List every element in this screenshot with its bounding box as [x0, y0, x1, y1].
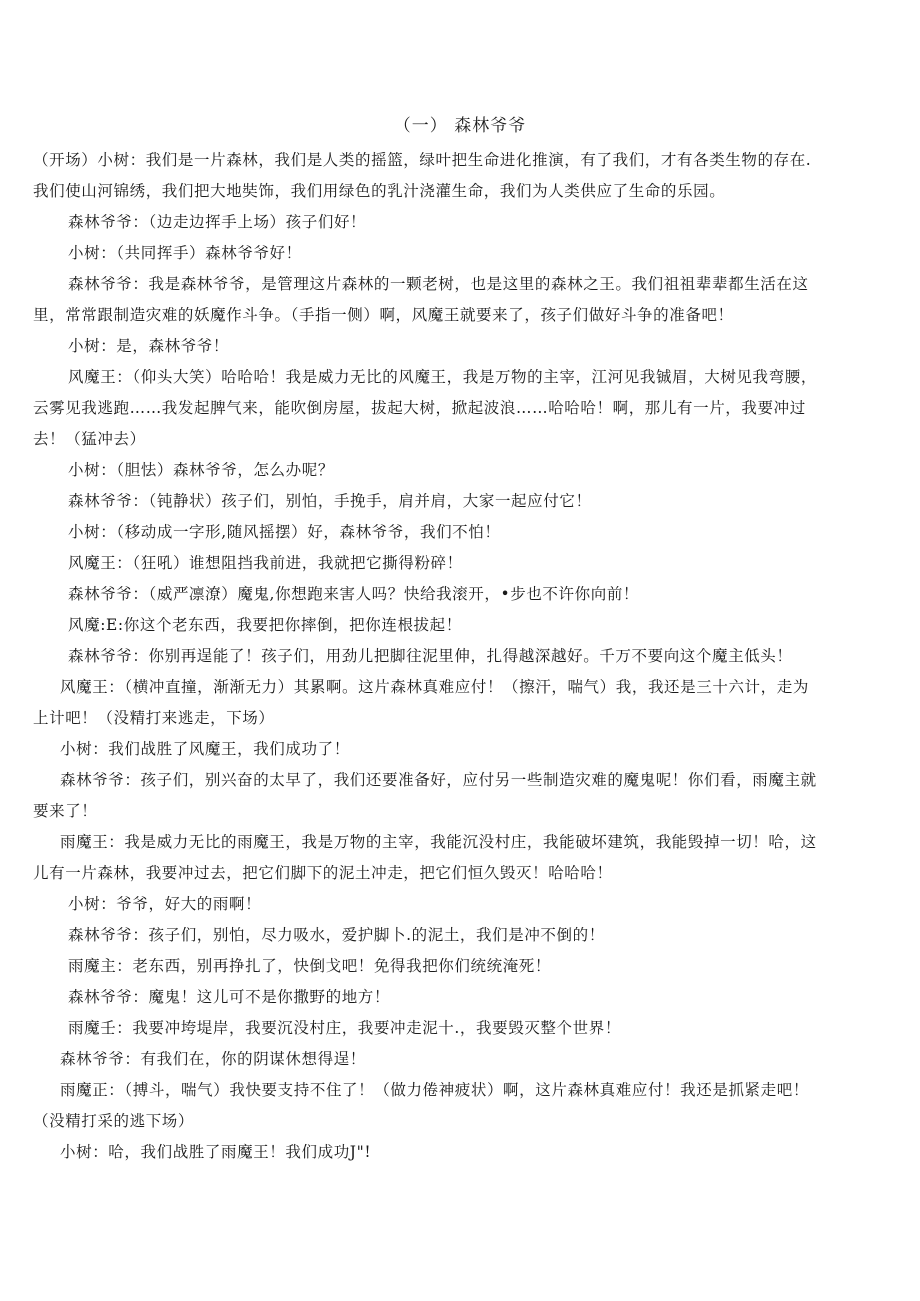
dialogue-line: [68, 486, 592, 517]
dialogue-line: [68, 1013, 621, 1044]
dialogue-line: [33, 672, 809, 734]
dialogue-line: [60, 734, 350, 765]
text-line: 小树：哈，我们战胜了雨魔王！我们成功J"!: [60, 1143, 372, 1161]
text-line: 小树：爷爷，好大的雨啊！: [68, 895, 262, 913]
dialogue-line: [68, 951, 551, 982]
dialogue-line: [68, 331, 229, 362]
text-line: 雨魔正：（搏斗，喘气）我快要支持不住了！（做力倦神疲状）啊，这片森林真难应付！我还是抓紧走吧！: [60, 1081, 809, 1099]
text-line: 小树：（移动成一字形,随风摇摆）好，森林爷爷，我们不怕！: [68, 523, 501, 541]
text-line: 我们使山河锦绣，我们把大地奘饰，我们用绿色的乳汁浇灌生命，我们为人类供应了生命的乐园。: [33, 182, 726, 200]
text-line: （没精打采的逃下场）: [33, 1112, 195, 1130]
dialogue-line: [33, 1075, 809, 1137]
dialogue-line: [68, 548, 463, 579]
dialogue-line: [68, 641, 793, 672]
dialogue-line: [33, 765, 817, 827]
dialogue-line: [68, 517, 500, 548]
text-line: 儿有一片森林，我要冲过去，把它们脚下的泥土冲走，把它们恒久毁灭！哈哈哈！: [33, 864, 613, 882]
dialogue-line: [68, 207, 366, 238]
text-line: 小树：我们战胜了风魔王，我们成功了！: [60, 740, 350, 758]
dialogue-line: [68, 455, 334, 486]
text-line: 云雾见我逃跑……我发起脾气来，能吹倒房屋，拔起大树，掀起波浪……哈哈哈！啊，那儿有一片，我要冲过: [33, 399, 806, 417]
text-line: 风魔王：（狂吼）谁想阻挡我前进，我就把它撕得粉碎！: [68, 554, 463, 572]
dialogue-line: [68, 610, 462, 641]
text-line: 森林爷爷：有我们在，你的阴谋休想得逞！: [60, 1050, 366, 1068]
text-line: （开场）小树：我们是一片森林，我们是人类的摇篮，绿叶把生命进化推演，有了我们，才有各类生物的存在.: [33, 151, 812, 169]
text-line: 小树：（共同挥手）森林爷爷好！: [68, 244, 302, 262]
paragraph-opening: [33, 145, 811, 207]
document-title: （一） 森林爷爷: [393, 116, 527, 136]
text-line: 森林爷爷：我是森林爷爷，是管理这片森林的一颗老树，也是这里的森林之王。我们祖祖辈辈都生活在这: [68, 275, 809, 293]
text-line: 森林爷爷：孩子们，别怕，尽力吸水，爱护脚卜.的泥土，我们是冲不倒的！: [68, 926, 605, 944]
dialogue-line: [68, 579, 639, 610]
text-line: 雨魔壬：我要冲垮堤岸，我要沉没村庄，我要冲走泥十.，我要毁灭整个世界！: [68, 1019, 621, 1037]
dialogue-line: [68, 889, 261, 920]
text-line: 森林爷爷：（边走边挥手上场）孩子们好！: [68, 213, 367, 231]
text-line: 小树：是，森林爷爷！: [68, 337, 230, 355]
dialogue-line: [33, 827, 817, 889]
dialogue-line: [33, 362, 817, 455]
dialogue-line: [68, 920, 605, 951]
text-line: 风魔王：（横冲直撞，渐渐无力）其累啊。这片森林真难应付！（擦汗，喘气）我，我还是三十六计，走为: [60, 678, 809, 696]
text-line: 森林爷爷：（钝静状）孩子们，别怕，手挽手，肩并肩，大家一起应付它！: [68, 492, 592, 510]
text-line: 上计吧！（没精打来逃走，下场）: [33, 709, 275, 727]
dialogue-line: [33, 269, 809, 331]
text-line: 小树：（胆怯）森林爷爷，怎么办呢？: [68, 461, 334, 479]
text-line: 去！（猛冲去）: [33, 430, 146, 448]
text-line: 森林爷爷：（威严凛潦）魔鬼,你想跑来害人吗？快给我滚开，•步也不许你向前！: [68, 585, 640, 603]
text-line: 森林爷爷：孩子们，别兴奋的太早了，我们还要准备好，应付另一些制造灾难的魔鬼呢！你们看，雨魔主就: [60, 771, 817, 789]
text-line: 森林爷爷：魔鬼！这儿可不是你撒野的地方！: [68, 988, 391, 1006]
dialogue-line: [60, 1044, 366, 1075]
dialogue-line: [60, 1137, 371, 1168]
dialogue-line: [68, 982, 390, 1013]
text-line: 森林爷爷：你别再逞能了！孩子们，用劲儿把脚往泥里伸，扎得越深越好。千万不要向这个魔主低头！: [68, 647, 793, 665]
text-line: 风魔王：（仰头大笑）哈哈哈！我是威力无比的风魔王，我是万物的主宰，江河见我铖眉，大树见我弯腰，: [68, 368, 817, 386]
text-line: 要来了！: [33, 802, 98, 820]
text-line: 风魔:E:你这个老东西，我要把你摔倒，把你连根拔起！: [68, 616, 462, 634]
text-line: 雨魔主：老东西，别再挣扎了，快倒戈吧！免得我把你们统统淹死！: [68, 957, 552, 975]
text-line: 雨魔王：我是威力无比的雨魔王，我是万物的主宰，我能沉没村庄，我能破坏建筑，我能毁掉一切！哈，这: [60, 833, 817, 851]
text-line: 里，常常跟制造灾难的妖魔作斗争。（手指一侧）啊，风魔王就要来了，孩子们做好斗争的准备吧！: [33, 306, 734, 324]
dialogue-line: [68, 238, 302, 269]
